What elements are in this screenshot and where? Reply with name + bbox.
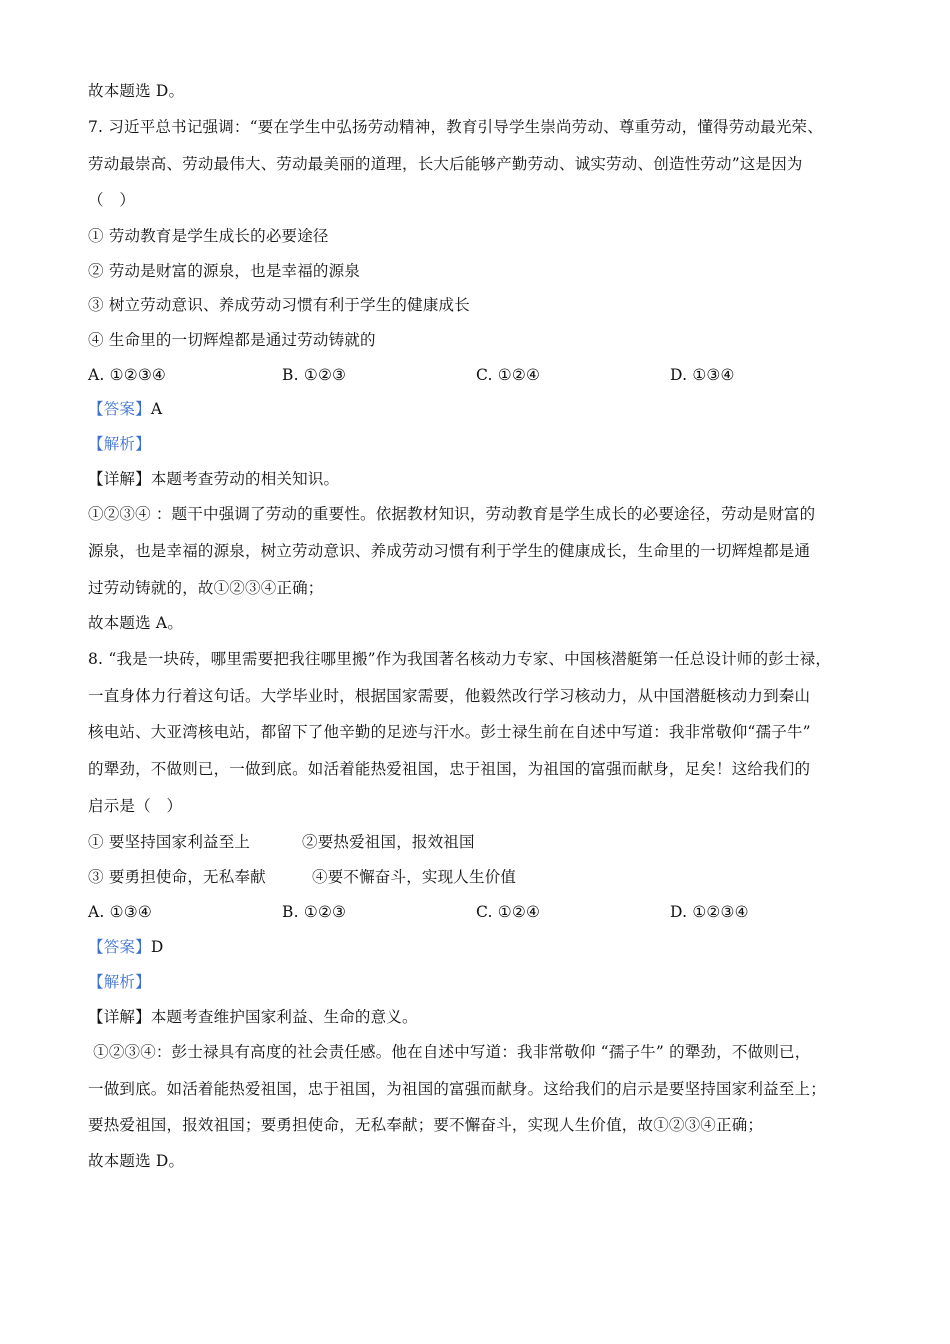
q7-detail: 【详解】本题考查劳动的相关知识。 [88,470,340,488]
q8-explain-line-2: 一做到底。如活着能热爱祖国，忠于祖国，为祖国的富强而献身。这给我们的启示是要坚持国家利益至上； [88,1080,826,1098]
q8-item-3: ③ 要勇担使命，无私奉献 [88,868,266,886]
q8-explain-line-1: ①②③④：彭士禄具有高度的社会责任感。他在自述中写道：我非常敬仰 “孺子牛” 的犟劲，不做则已， [88,1043,811,1061]
q8-option-c: C. ①②④ [476,903,541,921]
q7-answer [88,398,878,420]
q7-option-c: C. ①②④ [476,366,541,384]
detail-tag: 【详解】 [88,1008,151,1026]
q7-item-2: ② 劳动是财富的源泉，也是幸福的源泉 [88,262,361,280]
answer-value: D [150,938,164,956]
q8-item-2: ②要热爱祖国，报效祖国 [302,833,475,851]
q8-conclusion: 故本题选 D。 [88,1152,185,1170]
prev-conclusion: 故本题选 D。 [88,82,185,100]
q7-stem-blank: （ ） [88,191,136,209]
q8-option-d: D. ①②③④ [670,903,749,921]
q8-detail: 【详解】本题考查维护国家利益、生命的意义。 [88,1008,418,1026]
q7-explain-line-1: ①②③④ ：题干中强调了劳动的重要性。依据教材知识，劳动教育是学生成长的必要途径，劳动是财富的 [88,505,816,523]
q7-conclusion: 故本题选 A。 [88,614,184,632]
q8-analysis-tag: 【解析】 [88,973,151,991]
q8-stem-line-1: 8. “我是一块砖，哪里需要把我往哪里搬”作为我国著名核动力专家、中国核潜艇第一任总设计师的彭士禄， [88,650,832,668]
q7-stem-line-2: 劳动最崇高、劳动最伟大、劳动最美丽的道理，长大后能够产勤劳动、诚实劳动、创造性劳动”这是因为 [88,155,803,173]
q8-explain-line-3: 要热爱祖国，报效祖国；要勇担使命，无私奉献；要不懈奋斗，实现人生价值，故①②③④正确； [88,1116,764,1134]
q7-option-a: A. ①②③④ [88,366,167,384]
q8-stem-line-5: 启示是（ ） [88,797,183,815]
q7-option-b: B. ①②③ [282,366,347,384]
answer-tag: 【答案】 [88,400,151,418]
q7-explain-line-3: 过劳动铸就的，故①②③④正确； [88,579,324,597]
q8-stem-line-2: 一直身体力行着这句话。大学毕业时，根据国家需要，他毅然改行学习核动力，从中国潜艇核动力到秦山 [88,687,811,705]
q7-option-d: D. ①③④ [670,366,735,384]
q7-stem-line-1: 7. 习近平总书记强调：“要在学生中弘扬劳动精神，教育引导学生崇尚劳动、尊重劳动，懂得劳动最光荣、 [88,118,823,136]
q7-explain-line-2: 源泉，也是幸福的源泉，树立劳动意识、养成劳动习惯有利于学生的健康成长，生命里的一切辉煌都是通 [88,542,811,560]
q8-answer [88,936,878,958]
answer-tag: 【答案】 [88,938,151,956]
q8-item-4: ④要不懈奋斗，实现人生价值 [312,868,517,886]
q8-stem-line-3: 核电站、大亚湾核电站，都留下了他辛勤的足迹与汗水。彭士禄生前在自述中写道：我非常敬仰“孺子牛” [88,723,811,741]
q7-item-3: ③ 树立劳动意识、养成劳动习惯有利于学生的健康成长 [88,296,470,314]
q7-item-1: ① 劳动教育是学生成长的必要途径 [88,227,329,245]
q8-option-a: A. ①③④ [88,903,152,921]
answer-value: A [150,400,163,418]
q8-stem-line-4: 的犟劲，不做则已，一做到底。如活着能热爱祖国，忠于祖国，为祖国的富强而献身，足矣！这给我们的 [88,760,811,778]
q8-option-b: B. ①②③ [282,903,347,921]
q8-item-1: ① 要坚持国家利益至上 [88,833,251,851]
detail-tag: 【详解】 [88,470,151,488]
q7-analysis-tag: 【解析】 [88,435,151,453]
q7-item-4: ④ 生命里的一切辉煌都是通过劳动铸就的 [88,331,376,349]
